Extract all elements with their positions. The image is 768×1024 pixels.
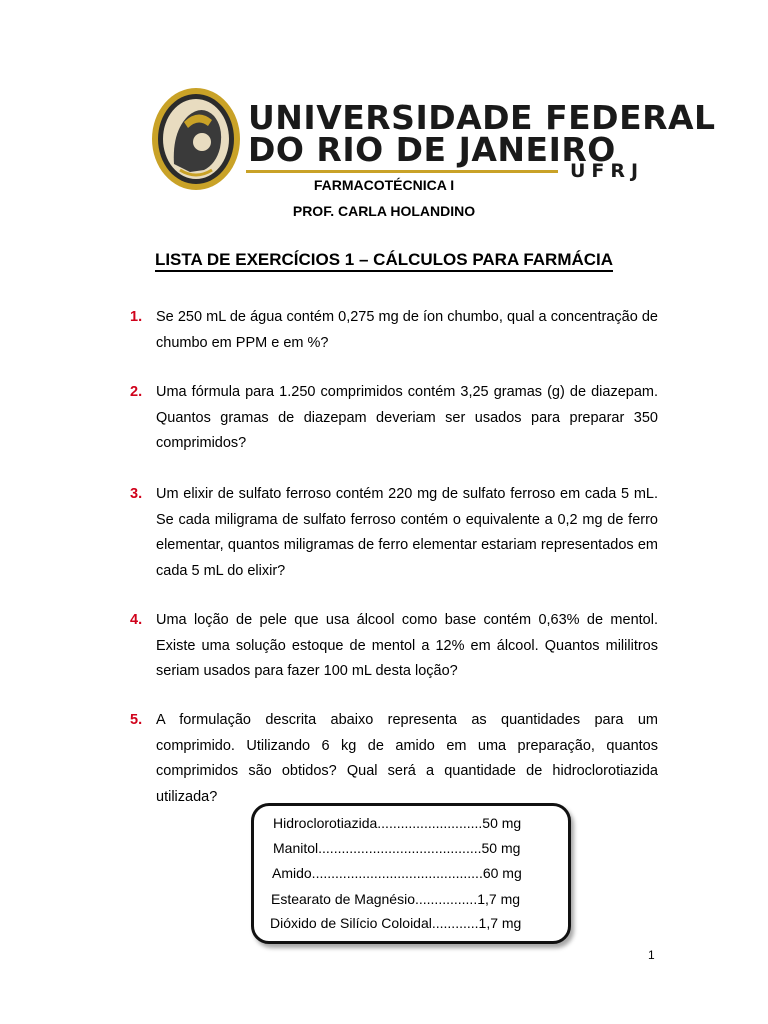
title-text: LISTA DE EXERCÍCIOS 1 – CÁLCULOS PARA FARMÁCIA xyxy=(155,250,613,272)
question-number: 5. xyxy=(130,712,143,728)
question-text: Se 250 mL de água contém 0,275 mg de íon chumbo, qual a concentração de chumbo em PPM e em %? xyxy=(156,309,658,351)
question-number: 4. xyxy=(130,612,143,628)
question-number: 3. xyxy=(130,486,143,502)
formula-row: Amido............................................60 mg xyxy=(272,865,522,881)
page-number: 1 xyxy=(648,948,655,962)
formula-row: Hidroclorotiazida...........................50 mg xyxy=(273,815,522,831)
formula-box xyxy=(251,803,571,944)
question-text: A formulação descrita abaixo representa as quantidades para um comprimido. Utilizando 6 kg de amido em uma preparação, quantos comprimidos são obtidos? Qual será a quantidade de hidroclorotiazida utilizada? xyxy=(156,712,658,805)
university-name-line1: UNIVERSIDADE FEDERAL xyxy=(248,98,716,137)
question-3 xyxy=(130,482,658,584)
university-acronym: UFRJ xyxy=(570,160,645,182)
question-5 xyxy=(130,708,658,810)
question-4 xyxy=(130,608,658,685)
question-text: Uma fórmula para 1.250 comprimidos contém 3,25 gramas (g) de diazepam. Quantos gramas de diazepam deveriam ser usados para preparar 350 comprimidos? xyxy=(156,384,658,451)
question-1 xyxy=(130,305,658,356)
question-number: 1. xyxy=(130,309,143,325)
question-text: Um elixir de sulfato ferroso contém 220 mg de sulfato ferroso em cada 5 mL. Se cada miligrama de sulfato ferroso contém o equivalente a 0,2 mg de ferro elementar, quantos miligramas de ferro elementar estariam representados em cada 5 mL do elixir? xyxy=(156,486,658,579)
university-name-line2: DO RIO DE JANEIRO xyxy=(248,130,616,169)
exercise-list-title xyxy=(0,250,768,270)
question-2 xyxy=(130,380,658,457)
formula-row: Manitol..........................................50 mg xyxy=(273,840,521,856)
formula-row: Dióxido de Silício Coloidal............1,7 mg xyxy=(270,915,522,931)
formula-row: Estearato de Magnésio................1,7 mg xyxy=(271,891,521,907)
question-number: 2. xyxy=(130,384,143,400)
course-name: FARMACOTÉCNICA I xyxy=(313,177,455,193)
professor-name: PROF. CARLA HOLANDINO xyxy=(292,203,476,219)
gold-divider xyxy=(246,170,558,173)
question-text: Uma loção de pele que usa álcool como base contém 0,63% de mentol. Existe uma solução estoque de mentol a 12% em álcool. Quantos mililitros seriam usados para fazer 100 mL desta loção? xyxy=(156,612,658,679)
